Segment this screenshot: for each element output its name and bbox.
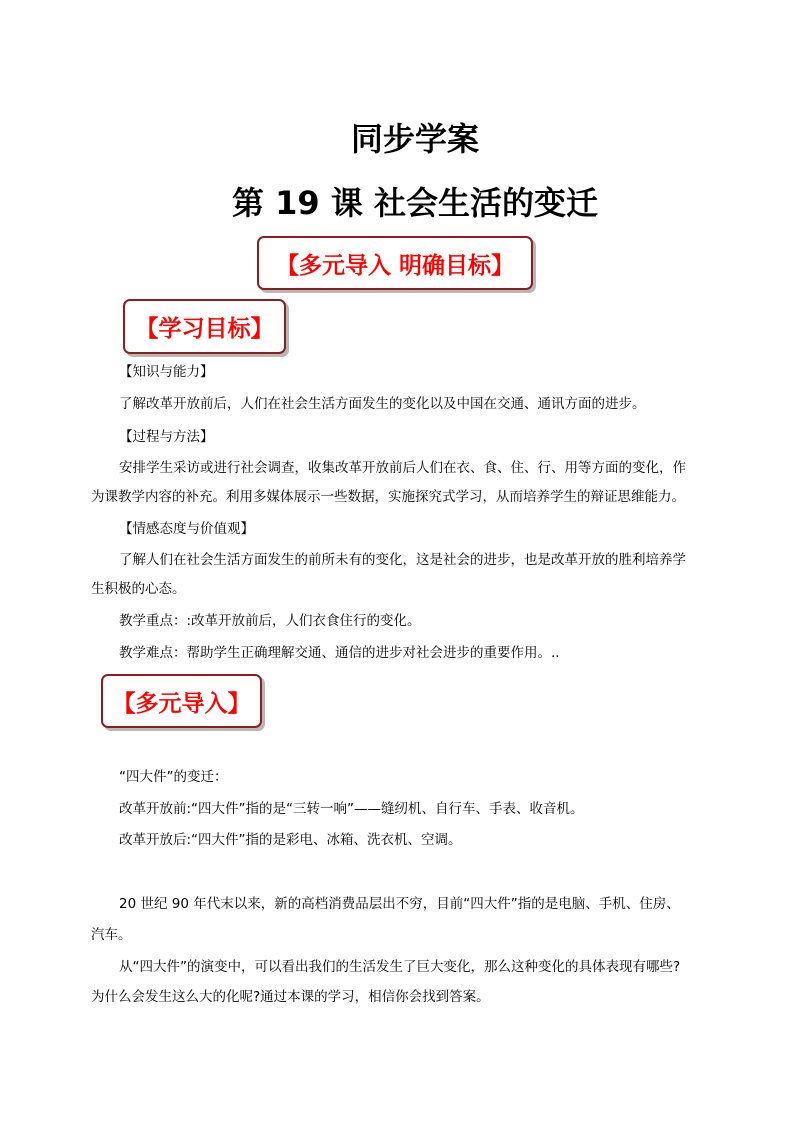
process-text-line-1: 安排学生采访或进行社会调查，收集改革开放前后人们在衣、食、住、行、用等方面的变化，作	[119, 460, 686, 476]
page-title: 同步学案	[350, 120, 479, 158]
question-line-1: 从“四大件”的演变中，可以看出我们的生活发生了巨大变化，那么这种变化的具体表现有哪些?	[119, 959, 681, 975]
section-box-intro-goals: 【多元导入 明确目标】	[257, 236, 533, 290]
difficult-point: 教学难点：帮助学生正确理解交通、通信的进步对社会进步的重要作用。..	[119, 645, 560, 661]
lesson-title: 第 19 课 社会生活的变迁	[232, 184, 598, 222]
attitude-heading: 【情感态度与价值观】	[119, 521, 254, 537]
key-point: 教学重点：:改革开放前后，人们衣食住行的变化。	[119, 613, 421, 629]
since-90s-line-2: 汽车。	[91, 927, 132, 943]
section-box-learning-goals: 【学习目标】	[123, 299, 286, 354]
after-reform-text: 改革开放后:“四大件”指的是彩电、冰箱、洗衣机、空调。	[119, 832, 462, 848]
process-text-line-2: 为课教学内容的补充。利用多媒体展示一些数据，实施探究式学习，从而培养学生的辩证思维能力。	[91, 489, 685, 505]
since-90s-line-1: 20 世纪 90 年代末以来，新的高档消费品层出不穷，目前“四大件”指的是电脑、手机、住房、	[119, 896, 680, 912]
knowledge-heading: 【知识与能力】	[119, 364, 214, 380]
before-reform-text: 改革开放前:“四大件”指的是“三转一响”——缝纫机、自行车、手表、收音机。	[119, 801, 584, 817]
attitude-text-line-1: 了解人们在社会生活方面发生的前所未有的变化，这是社会的进步，也是改革开放的胜利培养学	[119, 552, 686, 568]
process-heading: 【过程与方法】	[119, 429, 214, 445]
attitude-text-line-2: 生积极的心态。	[91, 581, 186, 597]
four-items-heading: “四大件”的变迁：	[119, 769, 228, 785]
knowledge-text: 了解改革开放前后，人们在社会生活方面发生的变化以及中国在交通、通讯方面的进步。	[119, 396, 646, 412]
question-line-2: 为什么会发生这么大的化呢?通过本课的学习，相信你会找到答案。	[91, 989, 490, 1005]
section-box-multi-intro: 【多元导入】	[101, 674, 262, 728]
